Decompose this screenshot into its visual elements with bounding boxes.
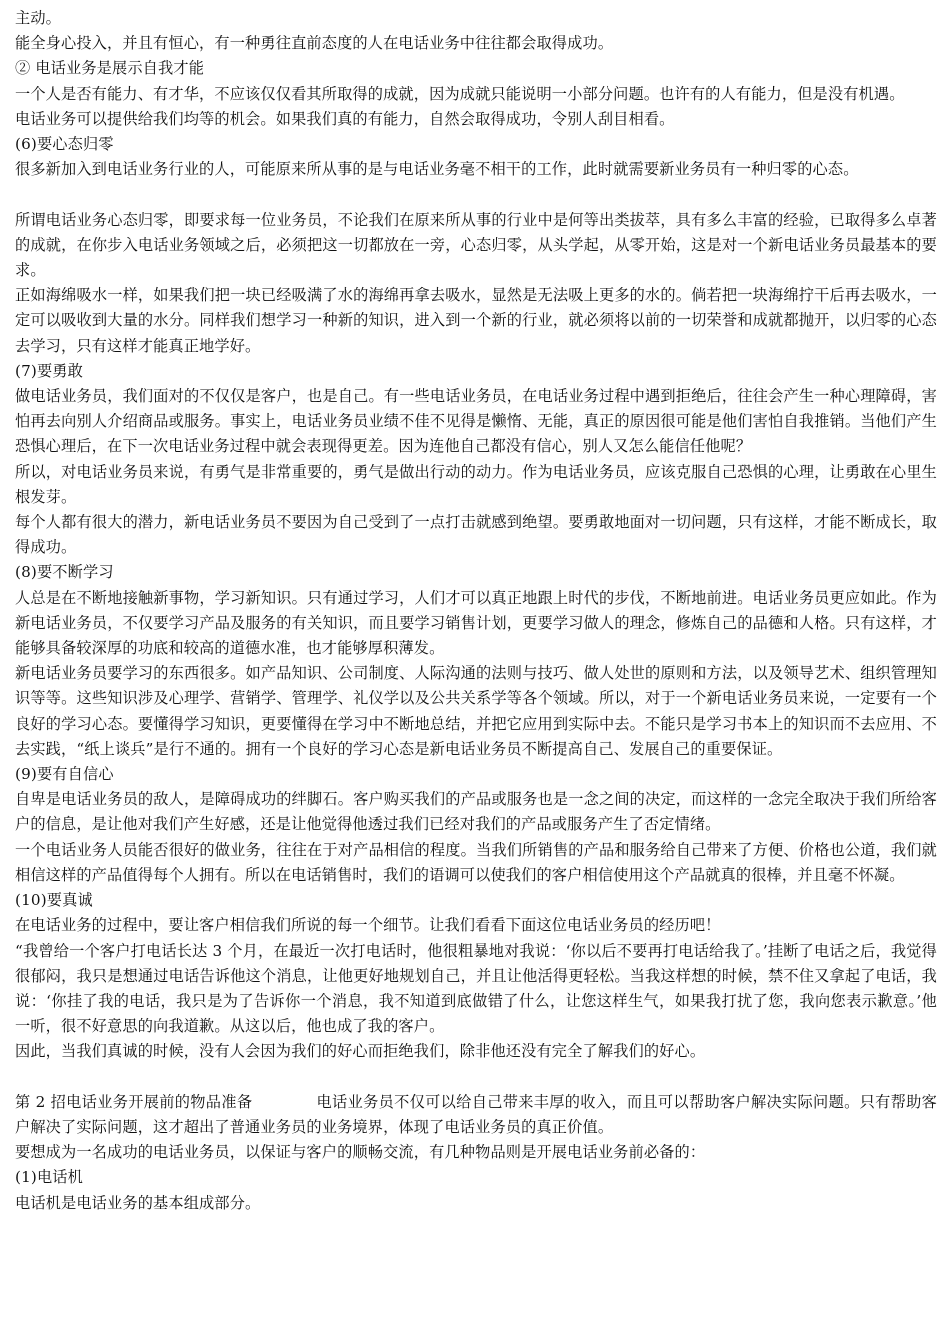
paragraph: 一个电话业务人员能否很好的做业务，往往在于对产品相信的程度。当我们所销售的产品和服务给自己带来了方便、价格也公道，我们就相信这样的产品值得每个人拥有。所以在电话销售时，我们的语调可以使我们的客户相信使用这个产品就真的很棒，并且毫不怀凝。 <box>15 840 937 884</box>
section-heading: (6)要心态归零 <box>15 135 114 154</box>
paragraph: 自卑是电话业务员的敌人，是障碍成功的绊脚石。客户购买我们的产品或服务也是一念之间的决定，而这样的一念完全取决于我们所给客户的信息，是让他对我们产生好感，还是让他觉得他透过我们已经对我们的产品或服务产生了否定情绪。 <box>15 790 937 834</box>
document-body <box>15 6 937 1216</box>
paragraph: 很多新加入到电话业务行业的人，可能原来所从事的是与电话业务毫不相干的工作，此时就需要新业务员有一种归零的心态。 <box>15 160 859 179</box>
paragraph: 电话机是电话业务的基本组成部分。 <box>15 1193 261 1212</box>
section-heading: (10)要真诚 <box>15 891 93 910</box>
paragraph: 所以，对电话业务员来说，有勇气是非常重要的，勇气是做出行动的动力。作为电话业务员，应该克服自己恐惧的心理，让勇敢在心里生根发芽。 <box>15 462 937 506</box>
section-heading: (1)电话机 <box>15 1168 83 1187</box>
paragraph: 要想成为一名成功的电话业务员，以保证与客户的顺畅交流，有几种物品则是开展电话业务前必备的： <box>15 1143 706 1162</box>
paragraph: 主动。 <box>15 9 62 27</box>
paragraph: 做电话业务员，我们面对的不仅仅是客户，也是自己。有一些电话业务员，在电话业务过程中遇到拒绝后，往往会产生一种心理障碍，害怕再去向别人介绍商品或服务。事实上，电话业务员业绩不佳不见得是懒惰、无能，真正的原因很可能是他们害怕自我推销。当他们产生恐惧心理后，在下一次电话业务过程中就会表现得更差。因为连他自己都没有信心，别人又怎么能信任他呢？ <box>15 387 937 456</box>
chapter-text: 电话业务员不仅可以给自己带来丰厚的收入，而且可以帮助客户解决实际问题。只有帮助客户解决了实际问题，这才超出了普通业务员的业务境界，体现了电话业务员的真正价值。 <box>15 1092 938 1136</box>
quote-paragraph: “我曾给一个客户打电话长达 3 个月，在最近一次打电话时，他很粗暴地对我说：‘你以后不要再打电话给我了。’挂断了电话之后，我觉得很郁闷，我只是想通过电话告诉他这个消息，让他更好地规划自己，并且让他活得更轻松。当我这样想的时候，禁不住又拿起了电话，我说：‘你挂了我的电话，我只是为了告诉你一个消息，我不知道到底做错了什么，让您这样生气，如果我打扰了您，我向您表示歉意。’他一听，很不好意思的向我道歉。从这以后，他也成了我的客户。 <box>15 941 937 1036</box>
paragraph: 所谓电话业务心态归零，即要求每一位业务员，不论我们在原来所从事的行业中是何等出类拔萃，具有多么丰富的经验，已取得多么卓著的成就，在你步入电话业务领域之后，必须把这一切都放在一旁，心态归零，从头学起，从零开始，这是对一个新电话业务员最基本的要求。 <box>15 210 937 280</box>
section-heading: (8)要不断学习 <box>15 563 114 582</box>
section-heading: (7)要勇敢 <box>15 361 83 380</box>
blank-line <box>15 1065 937 1090</box>
paragraph: 电话业务可以提供给我们均等的机会。如果我们真的有能力，自然会取得成功，令别人刮目相看。 <box>15 109 675 128</box>
subheading: ② 电话业务是展示自我才能 <box>15 59 205 78</box>
paragraph: 能全身心投入，并且有恒心，有一种勇往直前态度的人在电话业务中往往都会取得成功。 <box>15 34 614 53</box>
blank-line <box>15 182 937 207</box>
paragraph: 因此，当我们真诚的时候，没有人会因为我们的好心而拒绝我们，除非他还没有完全了解我们的好心。 <box>15 1042 706 1061</box>
chapter-paragraph <box>15 1090 937 1140</box>
paragraph: 一个人是否有能力、有才华，不应该仅仅看其所取得的成就，因为成就只能说明一小部分问题。也许有的人有能力，但是没有机遇。 <box>15 84 905 103</box>
paragraph: 人总是在不断地接触新事物，学习新知识。只有通过学习，人们才可以真正地跟上时代的步伐，不断地前进。电话业务员更应如此。作为新电话业务员，不仅要学习产品及服务的有关知识，而且要学习销售计划，更要学习做人的理念，修炼自己的品德和人格。只有这样，才能够具备较深厚的功底和较高的道德水准，也才能够厚积薄发。 <box>15 588 937 658</box>
paragraph: 在电话业务的过程中，要让客户相信我们所说的每一个细节。让我们看看下面这位电话业务员的经历吧！ <box>15 916 721 935</box>
paragraph: 正如海绵吸水一样，如果我们把一块已经吸满了水的海绵再拿去吸水，显然是无法吸上更多的水的。倘若把一块海绵拧干后再去吸水，一定可以吸收到大量的水分。同样我们想学习一种新的知识，进入到一个新的行业，就必须将以前的一切荣誉和成就都抛开，以归零的心态去学习，只有这样才能真正地学好。 <box>15 286 937 355</box>
chapter-heading: 第 2 招电话业务开展前的物品准备 <box>15 1092 253 1111</box>
paragraph: 每个人都有很大的潜力，新电话业务员不要因为自己受到了一点打击就感到绝望。要勇敢地面对一切问题，只有这样，才能不断成长，取得成功。 <box>15 513 937 557</box>
section-heading: (9)要有自信心 <box>15 765 114 784</box>
paragraph: 新电话业务员要学习的东西很多。如产品知识、公司制度、人际沟通的法则与技巧、做人处世的原则和方法，以及领导艺术、组织管理知识等等。这些知识涉及心理学、营销学、管理学、礼仪学以及公共关系学等各个领域。所以，对于一个新电话业务员来说，一定要有一个良好的学习心态。要懂得学习知识，更要懂得在学习中不断地总结，并把它应用到实际中去。不能只是学习书本上的知识而不去应用、不去实践，“纸上谈兵”是行不通的。拥有一个良好的学习心态是新电话业务员不断提高自己、发展自己的重要保证。 <box>15 664 937 758</box>
